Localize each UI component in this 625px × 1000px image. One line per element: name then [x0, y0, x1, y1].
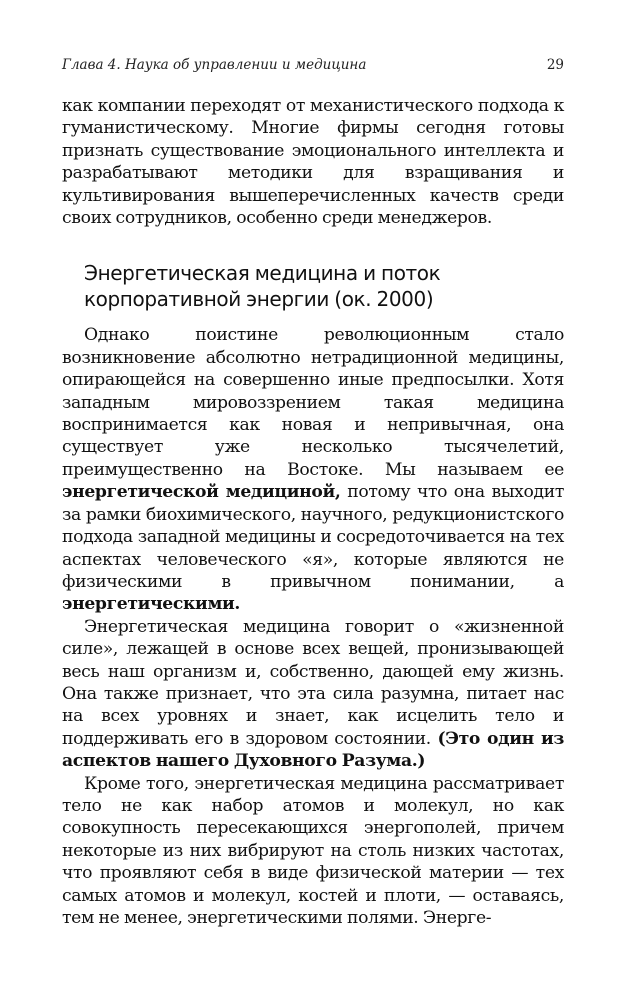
bold-term: энергетическими. — [62, 594, 241, 615]
bold-term: энергетической медициной, — [62, 482, 341, 503]
paragraph-continued: как компании переходят от механистического подхода к гуманистическому. Многие фирмы сегодня готовы признать существование эмоционального интеллекта и разрабатывают методики для взращивания и культивирования вышеперечисленных качеств среди своих сотрудников, особенно среди менеджеров. — [62, 96, 564, 229]
running-head — [62, 57, 564, 77]
section-heading-line-1: Энергетическая медицина и поток — [84, 261, 441, 286]
page-number: 29 — [546, 57, 564, 73]
paragraph-text: Энергетическая медицина говорит о «жизненной силе», лежащей в основе всех вещей, пронизывающей весь наш организм и, собственно, дающей ему жизнь. Она также признает, что эта сила разумна, питает нас на всех уровнях и знает, как исцелить тело и поддерживать его в здоровом состоянии. — [62, 616, 564, 749]
section-heading-line-2: корпоративной энергии (ок. 2000) — [84, 287, 434, 312]
paragraph-energy-medicine-intro — [62, 324, 564, 615]
paragraph-text: Однако поистине революционным стало возникновение абсолютно нетрадиционной медицины, опирающейся на совершенно иные предпосылки. Хотя западным мировоззрением такая медицина воспринимается как новая и непривычная, она существует уже несколько тысячелетий, преимущественно на Востоке. Мы называем ее — [62, 325, 564, 480]
paragraph-text: потому что она выходит за рамки биохимического, научного, редукционистского подхода западной медицины и сосредоточивается на тех аспектах человеческого «я», которые являются не физическими в привычном понимании, а — [62, 482, 564, 592]
bold-term: (Это один из аспектов нашего Духовного Разума.) — [62, 728, 565, 772]
chapter-title: Глава 4. Наука об управлении и медицина — [62, 57, 367, 73]
paragraph-energy-fields: Кроме того, энергетическая медицина рассматривает тело не как набор атомов и молекул, но как совокупность пересекающихся энергополей, причем некоторые из них вибрируют на столь низких частотах, что проявляют себя в виде физической материи — тех самых атомов и молекул, костей и плоти, — оставаясь, тем не менее, энергетическими полями. Энерге- — [62, 773, 564, 928]
section-heading — [84, 260, 564, 312]
paragraph-life-force — [62, 616, 564, 773]
body-text — [62, 95, 564, 929]
